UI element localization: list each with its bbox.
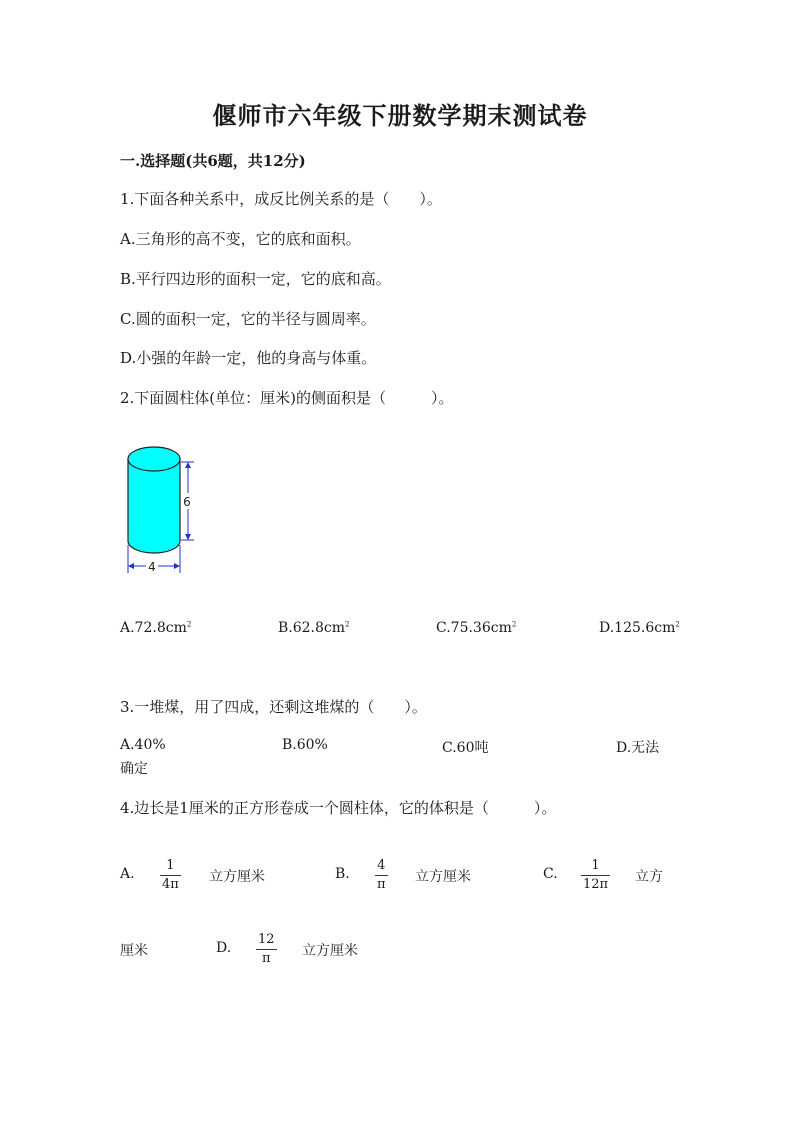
numerator: 4 (377, 858, 386, 873)
question-1-option-b: B.平行四边形的面积一定，它的底和高。 (120, 270, 391, 288)
question-2-option-c (436, 620, 516, 636)
superscript: 2 (186, 620, 192, 629)
section-heading: 一.选择题(共6题，共12分) (120, 152, 306, 170)
question-4-option-b-unit: 立方厘米 (415, 869, 471, 885)
question-3-stem: 3.一堆煤，用了四成，还剩这堆煤的（ ）。 (120, 698, 427, 716)
question-2-stem: 2.下面圆柱体(单位：厘米)的侧面积是（ ）。 (120, 389, 454, 407)
superscript: 2 (675, 620, 680, 629)
question-3-option-a: A.40% (120, 737, 166, 753)
denominator: π (262, 951, 271, 966)
question-4-option-d-unit: 立方厘米 (302, 943, 358, 959)
fraction-bar (375, 875, 388, 876)
superscript: 2 (345, 620, 350, 629)
cylinder-top (128, 447, 180, 471)
numerator: 1 (591, 858, 600, 873)
height-label: 6 (183, 495, 191, 509)
question-3-option-d: D.无法 (616, 740, 660, 756)
question-4-option-a-fraction (160, 858, 181, 892)
option-text: D.125.6cm (599, 620, 676, 636)
diameter-label: 4 (148, 560, 156, 574)
question-3-option-b: B.60% (282, 737, 328, 753)
option-text: A.72.8cm (120, 620, 187, 636)
question-4-option-a-unit: 立方厘米 (209, 869, 265, 885)
superscript: 2 (511, 620, 517, 629)
question-4-option-d-fraction (256, 932, 277, 966)
question-1-stem: 1.下面各种关系中，成反比例关系的是（ ）。 (120, 190, 442, 208)
fraction-bar (581, 875, 610, 876)
question-2-option-b (278, 620, 350, 636)
question-1-option-c: C.圆的面积一定，它的半径与圆周率。 (120, 310, 376, 328)
denominator: π (377, 877, 386, 892)
question-4-option-b-label: B. (335, 866, 350, 882)
question-3-option-d-wrap: 确定 (120, 761, 148, 777)
question-4-option-d-label: D. (216, 940, 232, 956)
question-2-option-a (120, 620, 191, 636)
question-4-option-c-wrap: 厘米 (120, 943, 148, 959)
option-text: C.75.36cm (436, 620, 512, 636)
numerator: 12 (258, 932, 275, 947)
question-1-option-d: D.小强的年龄一定，他的身高与体重。 (120, 349, 377, 367)
question-4-option-c-fraction (581, 858, 610, 892)
numerator: 1 (166, 858, 175, 873)
question-4-option-a-label: A. (120, 866, 135, 882)
question-4-stem: 4.边长是1厘米的正方形卷成一个圆柱体，它的体积是（ ）。 (120, 799, 557, 817)
question-4-option-c-unit: 立方 (635, 869, 663, 885)
denominator: 12π (583, 877, 609, 892)
cylinder-body (128, 459, 180, 553)
question-1-option-a: A.三角形的高不变，它的底和面积。 (120, 230, 361, 248)
fraction-bar (256, 949, 277, 950)
question-3-option-c: C.60吨 (442, 740, 489, 756)
page-title: 偃师市六年级下册数学期末测试卷 (212, 101, 588, 130)
denominator: 4π (162, 877, 179, 892)
question-4-option-c-label: C. (543, 866, 558, 882)
fraction-bar (160, 875, 181, 876)
question-4-option-b-fraction (375, 858, 388, 892)
cylinder-figure (118, 435, 208, 577)
question-2-option-d (599, 620, 680, 636)
option-text: B.62.8cm (278, 620, 346, 636)
